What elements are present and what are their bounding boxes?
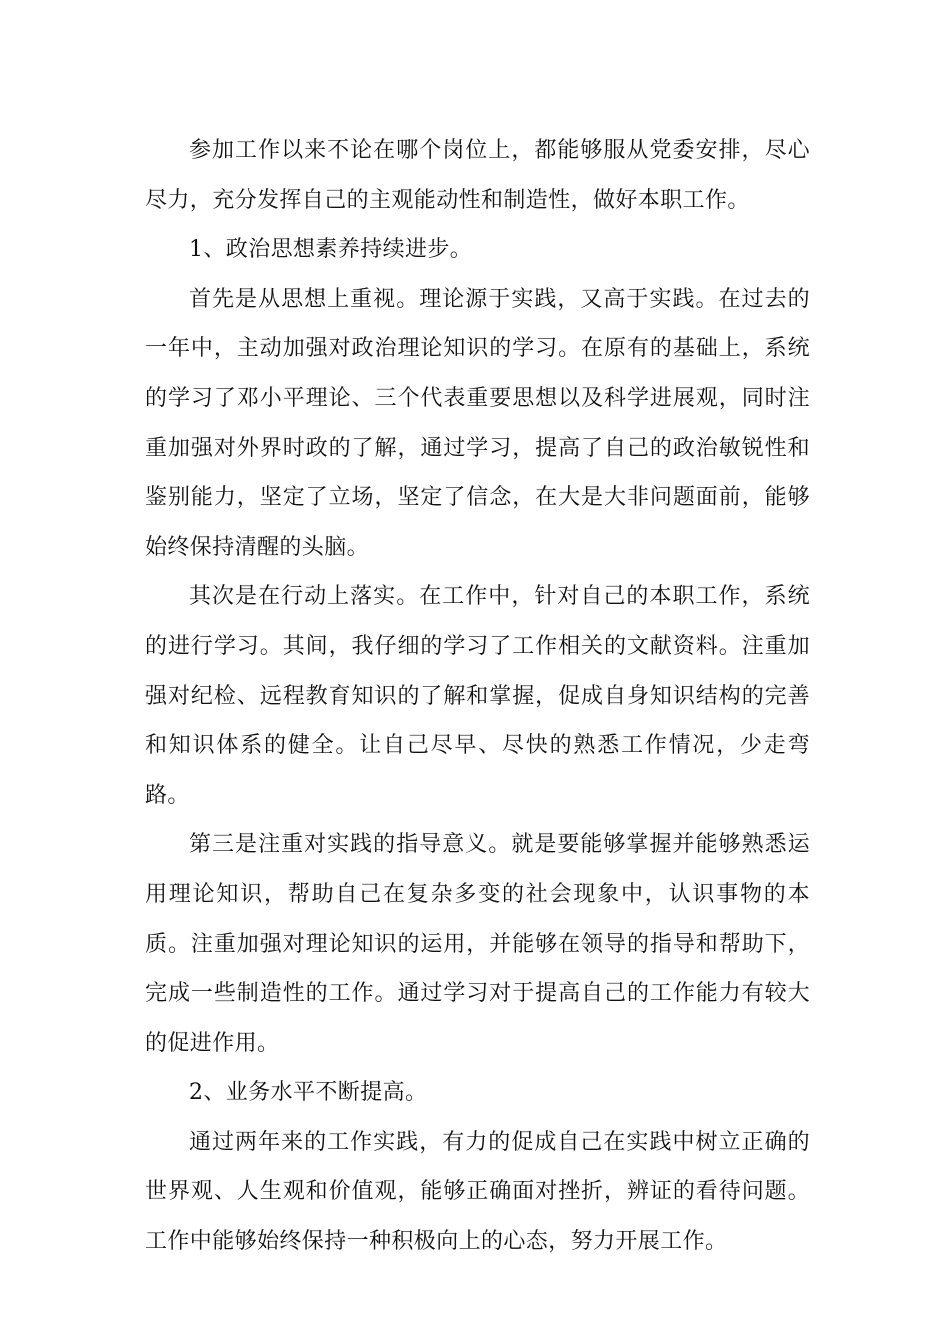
section-heading-political: 1、政治思想素养持续进步。 [189, 237, 473, 263]
paragraph-intro: 参加工作以来不论在哪个岗位上，都能够服从党委安排，尽心尽力，充分发挥自己的主观能动性和制造性，做好本职工作。 [145, 138, 810, 213]
section-heading-business: 2、业务水平不断提高。 [189, 1080, 428, 1106]
document-body [145, 126, 810, 1267]
paragraph-third-point: 第三是注重对实践的指导意义。就是要能够掌握并能够熟悉运用理论知识，帮助自己在复杂多变的社会现象中，认识事物的本质。注重加强对理论知识的运用，并能够在领导的指导和帮助下，完成一些制造性的工作。通过学习对于提高自己的工作能力有较大的促进作用。 [145, 832, 810, 1056]
paragraph-first-point: 首先是从思想上重视。理论源于实践，又高于实践。在过去的一年中，主动加强对政治理论知识的学习。在原有的基础上，系统的学习了邓小平理论、三个代表重要思想以及科学进展观，同时注重加强对外界时政的了解，通过学习，提高了自己的政治敏锐性和鉴别能力，坚定了立场，坚定了信念，在大是大非问题面前，能够始终保持清醒的头脑。 [145, 286, 810, 560]
paragraph-second-point: 其次是在行动上落实。在工作中，针对自己的本职工作，系统的进行学习。其间，我仔细的学习了工作相关的文献资料。注重加强对纪检、远程教育知识的了解和掌握，促成自身知识结构的完善和知识体系的健全。让自己尽早、尽快的熟悉工作情况，少走弯路。 [145, 584, 810, 808]
paragraph-practice: 通过两年来的工作实践，有力的促成自己在实践中树立正确的世界观、人生观和价值观，能够正确面对挫折，辨证的看待问题。工作中能够始终保持一种积极向上的心态，努力开展工作。 [145, 1129, 810, 1255]
